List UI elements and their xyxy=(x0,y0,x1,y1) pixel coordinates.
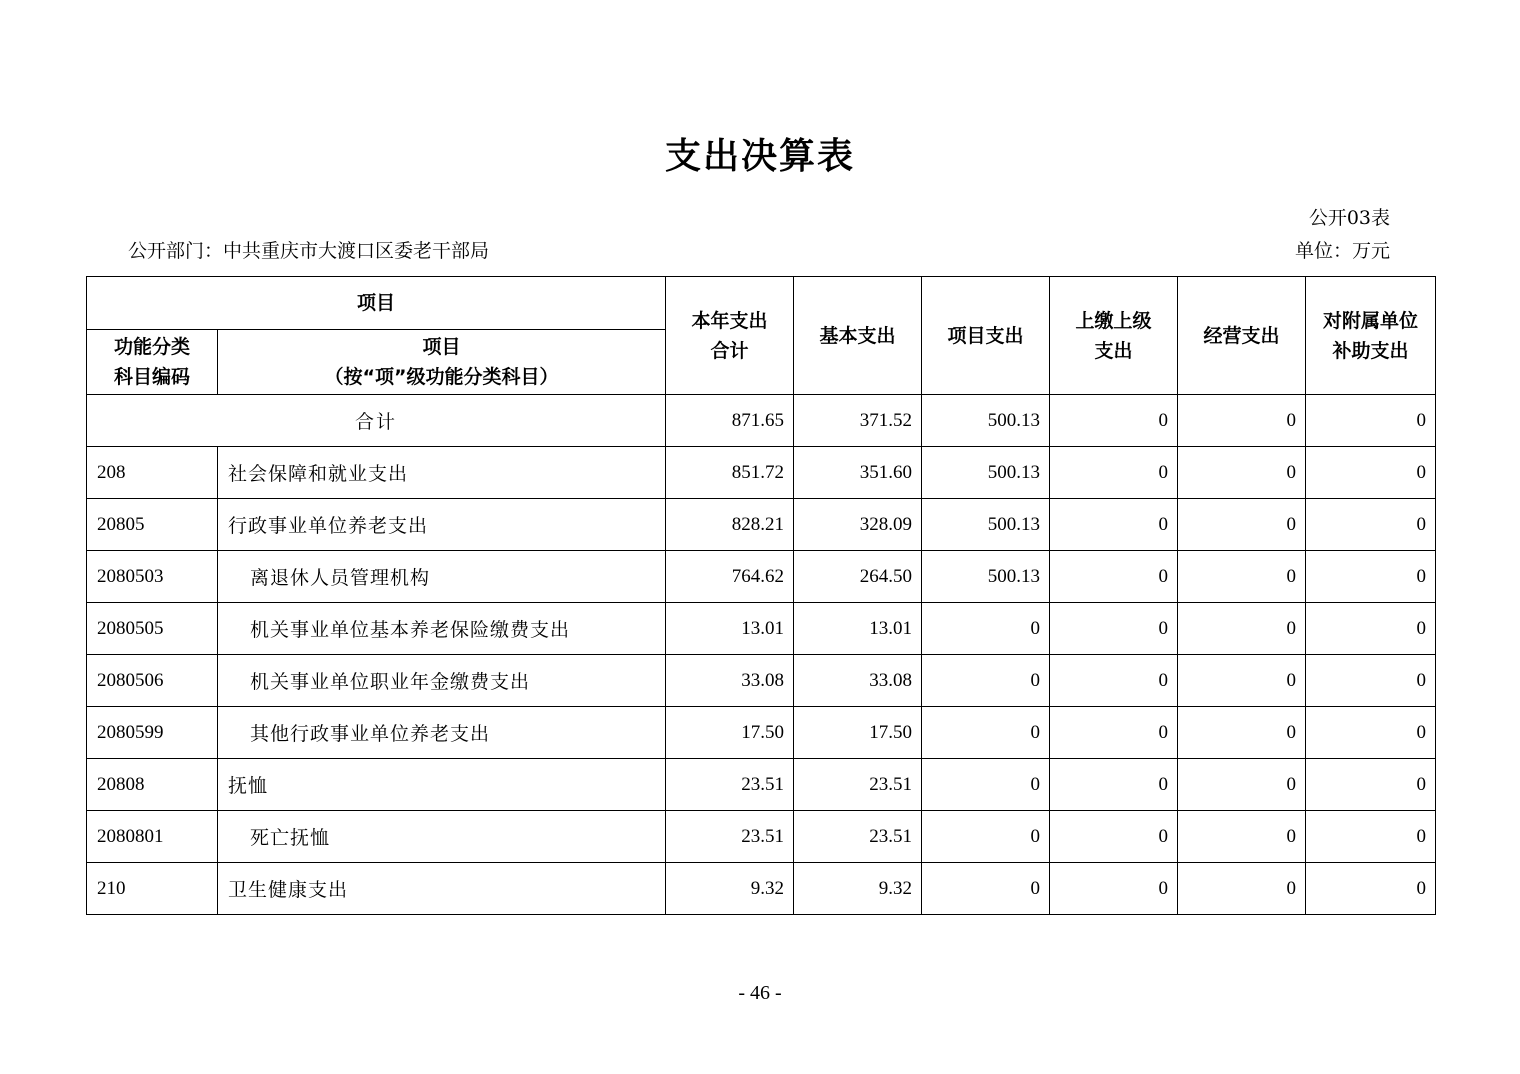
row-basic: 9.32 xyxy=(794,863,922,915)
total-subsidy: 0 xyxy=(1306,395,1436,447)
row-upper: 0 xyxy=(1050,655,1178,707)
header-item-group: 项目 xyxy=(87,277,666,330)
header-total xyxy=(666,277,794,395)
row-total: 23.51 xyxy=(666,759,794,811)
row-project: 500.13 xyxy=(922,551,1050,603)
total-business: 0 xyxy=(1178,395,1306,447)
row-upper: 0 xyxy=(1050,759,1178,811)
table-row xyxy=(87,863,1436,915)
row-basic: 23.51 xyxy=(794,759,922,811)
row-upper: 0 xyxy=(1050,707,1178,759)
row-code: 20805 xyxy=(87,499,218,551)
header-subsidy xyxy=(1306,277,1436,395)
row-total: 828.21 xyxy=(666,499,794,551)
row-total: 13.01 xyxy=(666,603,794,655)
row-business: 0 xyxy=(1178,603,1306,655)
header-total-line2: 合计 xyxy=(710,339,749,362)
page-number: - 46 - xyxy=(738,982,782,1004)
row-upper: 0 xyxy=(1050,811,1178,863)
header-subsidy-line2: 补助支出 xyxy=(1332,339,1409,362)
row-project: 500.13 xyxy=(922,447,1050,499)
row-subsidy: 0 xyxy=(1306,603,1436,655)
row-business: 0 xyxy=(1178,447,1306,499)
row-subsidy: 0 xyxy=(1306,551,1436,603)
row-upper: 0 xyxy=(1050,863,1178,915)
header-upper xyxy=(1050,277,1178,395)
row-total: 9.32 xyxy=(666,863,794,915)
row-project: 0 xyxy=(922,655,1050,707)
row-subsidy: 0 xyxy=(1306,759,1436,811)
row-upper: 0 xyxy=(1050,603,1178,655)
table-row xyxy=(87,759,1436,811)
row-code: 2080599 xyxy=(87,707,218,759)
table-row xyxy=(87,499,1436,551)
row-upper: 0 xyxy=(1050,551,1178,603)
row-basic: 23.51 xyxy=(794,811,922,863)
header-code-line2: 科目编码 xyxy=(113,366,190,388)
row-code: 210 xyxy=(87,863,218,915)
total-total: 871.65 xyxy=(666,395,794,447)
header-project: 项目支出 xyxy=(922,277,1050,395)
row-code: 20808 xyxy=(87,759,218,811)
row-total: 17.50 xyxy=(666,707,794,759)
row-code: 2080503 xyxy=(87,551,218,603)
row-name: 离退休人员管理机构 xyxy=(218,551,666,603)
row-basic: 33.08 xyxy=(794,655,922,707)
row-basic: 17.50 xyxy=(794,707,922,759)
total-project: 500.13 xyxy=(922,395,1050,447)
row-code: 2080505 xyxy=(87,603,218,655)
row-project: 0 xyxy=(922,603,1050,655)
header-total-line1: 本年支出 xyxy=(691,309,768,332)
row-name: 卫生健康支出 xyxy=(218,863,666,915)
header-subsidy-line1: 对附属单位 xyxy=(1323,309,1419,332)
row-subsidy: 0 xyxy=(1306,811,1436,863)
row-project: 0 xyxy=(922,707,1050,759)
row-total: 33.08 xyxy=(666,655,794,707)
row-subsidy: 0 xyxy=(1306,655,1436,707)
row-project: 500.13 xyxy=(922,499,1050,551)
row-code: 208 xyxy=(87,447,218,499)
row-name: 抚恤 xyxy=(218,759,666,811)
row-subsidy: 0 xyxy=(1306,707,1436,759)
row-code: 2080801 xyxy=(87,811,218,863)
total-basic: 371.52 xyxy=(794,395,922,447)
header-basic: 基本支出 xyxy=(794,277,922,395)
expenditure-table xyxy=(86,276,1436,915)
row-name: 机关事业单位职业年金缴费支出 xyxy=(218,655,666,707)
table-row xyxy=(87,447,1436,499)
row-subsidy: 0 xyxy=(1306,863,1436,915)
row-total: 764.62 xyxy=(666,551,794,603)
row-basic: 13.01 xyxy=(794,603,922,655)
row-project: 0 xyxy=(922,759,1050,811)
row-name: 死亡抚恤 xyxy=(218,811,666,863)
total-upper: 0 xyxy=(1050,395,1178,447)
table-row xyxy=(87,707,1436,759)
header-item xyxy=(218,330,666,395)
department-label: 公开部门：中共重庆市大渡口区委老干部局 xyxy=(128,240,490,262)
row-basic: 351.60 xyxy=(794,447,922,499)
row-name: 其他行政事业单位养老支出 xyxy=(218,707,666,759)
row-business: 0 xyxy=(1178,811,1306,863)
table-row xyxy=(87,603,1436,655)
header-business: 经营支出 xyxy=(1178,277,1306,395)
row-name: 行政事业单位养老支出 xyxy=(218,499,666,551)
table-row xyxy=(87,811,1436,863)
row-basic: 328.09 xyxy=(794,499,922,551)
unit-label: 单位：万元 xyxy=(1294,240,1390,262)
header-code-line1: 功能分类 xyxy=(113,336,190,358)
row-subsidy: 0 xyxy=(1306,447,1436,499)
total-label: 合计 xyxy=(87,395,666,447)
row-business: 0 xyxy=(1178,707,1306,759)
header-item-line1: 项目 xyxy=(422,336,461,358)
row-total: 851.72 xyxy=(666,447,794,499)
row-business: 0 xyxy=(1178,499,1306,551)
header-upper-line1: 上缴上级 xyxy=(1075,309,1152,332)
row-code: 2080506 xyxy=(87,655,218,707)
row-name: 机关事业单位基本养老保险缴费支出 xyxy=(218,603,666,655)
row-business: 0 xyxy=(1178,759,1306,811)
row-basic: 264.50 xyxy=(794,551,922,603)
form-number: 公开03表 xyxy=(1308,207,1390,229)
header-upper-line2: 支出 xyxy=(1094,339,1133,362)
page-title: 支出决算表 xyxy=(664,136,855,177)
row-total: 23.51 xyxy=(666,811,794,863)
row-business: 0 xyxy=(1178,655,1306,707)
row-business: 0 xyxy=(1178,551,1306,603)
row-project: 0 xyxy=(922,811,1050,863)
row-upper: 0 xyxy=(1050,447,1178,499)
header-item-line2: （按“项”级功能分类科目） xyxy=(324,366,559,388)
row-subsidy: 0 xyxy=(1306,499,1436,551)
row-name: 社会保障和就业支出 xyxy=(218,447,666,499)
table-row xyxy=(87,655,1436,707)
header-code xyxy=(87,330,218,395)
row-project: 0 xyxy=(922,863,1050,915)
row-business: 0 xyxy=(1178,863,1306,915)
table-row xyxy=(87,551,1436,603)
total-row xyxy=(87,395,1436,447)
row-upper: 0 xyxy=(1050,499,1178,551)
